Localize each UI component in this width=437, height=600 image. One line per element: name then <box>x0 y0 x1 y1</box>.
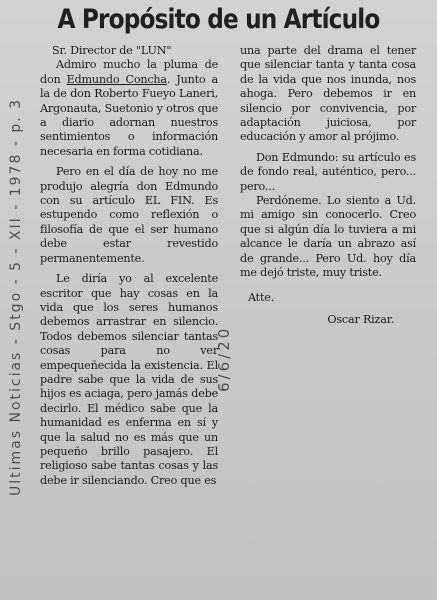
column-right <box>240 44 416 327</box>
closing: Atte. <box>248 290 275 304</box>
paragraph-1 <box>40 58 218 159</box>
paragraph-1-rest: . Junto a la de don Roberto Fueyo Laneri, Argonauta, Suetonio y otros que a diario adornan nuestros sentimientos o información necesaria en forma cotidiana. <box>40 72 218 158</box>
handwritten-source-note: Ultimas Noticias - Stgo - 5 - XII - 1978 - p. 3 <box>8 97 24 496</box>
salutation: Sr. Director de "LUN" <box>52 44 172 57</box>
paragraph-5: Don Edmundo: su artículo es de fondo real, auténtico, pero... pero... <box>240 150 416 193</box>
signature: Oscar Rizar. <box>327 312 394 326</box>
paragraph-6: Perdóneme. Lo siento a Ud. mi amigo sin conocerlo. Creo que si algún día lo tuviera a mi alcance le daría un abrazo así de grande... Pero Ud. hoy día me dejó triste, muy triste. <box>240 194 416 280</box>
article-title: A Propósito de un Artículo <box>57 4 380 35</box>
paragraph-3: Le diría yo al excelente escritor que hay cosas en la vida que los seres humanos debemos arrastrar en silencio. Todos debemos silenciar tantas cosas para no ver empequeñecida la existencia. El padre sabe que la vida de sus hijos es aciaga, pero jamás debe decirlo. El médico sabe que la humanidad es enferma en sí y que la salud no es más que un pequeño brillo pasajero. El religioso sabe tantas cosas y las debe ir silenciando. Creo que es <box>40 272 218 487</box>
paragraph-4: una parte del drama el tener que silenciar tanta y tanta cosa de la vida que nos inunda, nos ahoga. Pero debemos ir en silencio por convivencia, por adaptación juiciosa, por educación y amor al prójimo. <box>240 44 416 144</box>
paragraph-1-lead: Admiro mucho la pluma de don <box>40 58 218 86</box>
underlined-name: Edmundo Concha <box>66 72 167 86</box>
paragraph-2: Pero en el día de hoy no me produjo alegría don Edmundo con su artículo EL FIN. Es estupendo como reflexión o filosofía de que el ser humano debe estar revestido permanentemente. <box>40 165 218 265</box>
handwritten-date-note: 6/6/20 <box>215 325 233 392</box>
column-left <box>40 44 218 488</box>
